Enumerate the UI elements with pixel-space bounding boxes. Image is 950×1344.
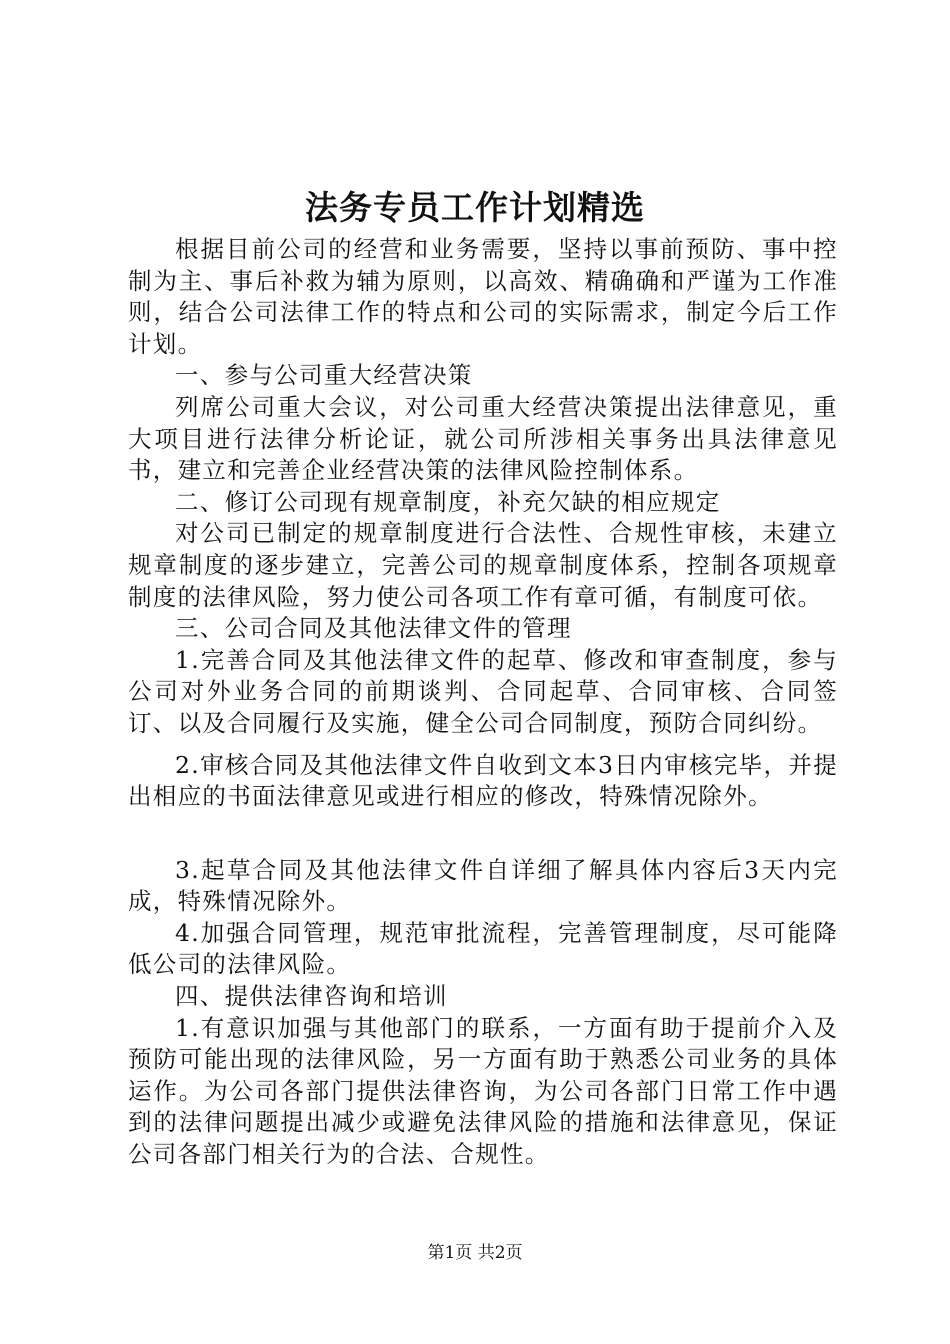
heading-section-3: 三、公司合同及其他法律文件的管理	[175, 614, 572, 643]
paragraph-section-3-item-3: 3.起草合同及其他法律文件自详细了解具体内容后3天内完成，特殊情况除外。	[128, 855, 838, 916]
heading-section-4: 四、提供法律咨询和培训	[175, 982, 448, 1011]
paragraph-section-3-item-4: 4.加强合同管理，规范审批流程，完善管理制度，尽可能降低公司的法律风险。	[128, 918, 838, 979]
document-title: 法务专员工作计划精选	[305, 188, 645, 227]
paragraph-section-3-item-1: 1.完善合同及其他法律文件的起草、修改和审查制度，参与公司对外业务合同的前期谈判、合同起草、合同审核、合同签订、以及合同履行及实施，健全公司合同制度，预防合同纠纷。	[128, 645, 838, 737]
paragraph-section-1: 列席公司重大会议，对公司重大经营决策提出法律意见，重大项目进行法律分析论证，就公司所涉相关事务出具法律意见书，建立和完善企业经营决策的法律风险控制体系。	[128, 392, 838, 485]
page-footer: 第1页 共2页	[427, 1243, 523, 1263]
paragraph-section-3-item-2: 2.审核合同及其他法律文件自收到文本3日内审核完毕，并提出相应的书面法律意见或进行相应的修改，特殊情况除外。	[128, 750, 838, 811]
heading-section-2: 二、修订公司现有规章制度，补充欠缺的相应规定	[175, 487, 721, 516]
paragraph-section-2: 对公司已制定的规章制度进行合法性、合规性审核，未建立规章制度的逐步建立，完善公司的规章制度体系，控制各项规章制度的法律风险，努力使公司各项工作有章可循，有制度可依。	[128, 519, 838, 611]
heading-section-1: 一、参与公司重大经营决策	[175, 361, 473, 390]
paragraph-section-4-item-1: 1.有意识加强与其他部门的联系，一方面有助于提前介入及预防可能出现的法律风险，另一方面有助于熟悉公司业务的具体运作。为公司各部门提供法律咨询，为公司各部门日常工作中遇到的法律问题提出减少或避免法律风险的措施和法律意见，保证公司各部门相关行为的合法、合规性。	[128, 1013, 838, 1169]
paragraph-intro: 根据目前公司的经营和业务需要，坚持以事前预防、事中控制为主、事后补救为辅为原则，以高效、精确确和严谨为工作准则，结合公司法律工作的特点和公司的实际需求，制定今后工作计划。	[128, 235, 838, 358]
document-body	[128, 234, 838, 1171]
